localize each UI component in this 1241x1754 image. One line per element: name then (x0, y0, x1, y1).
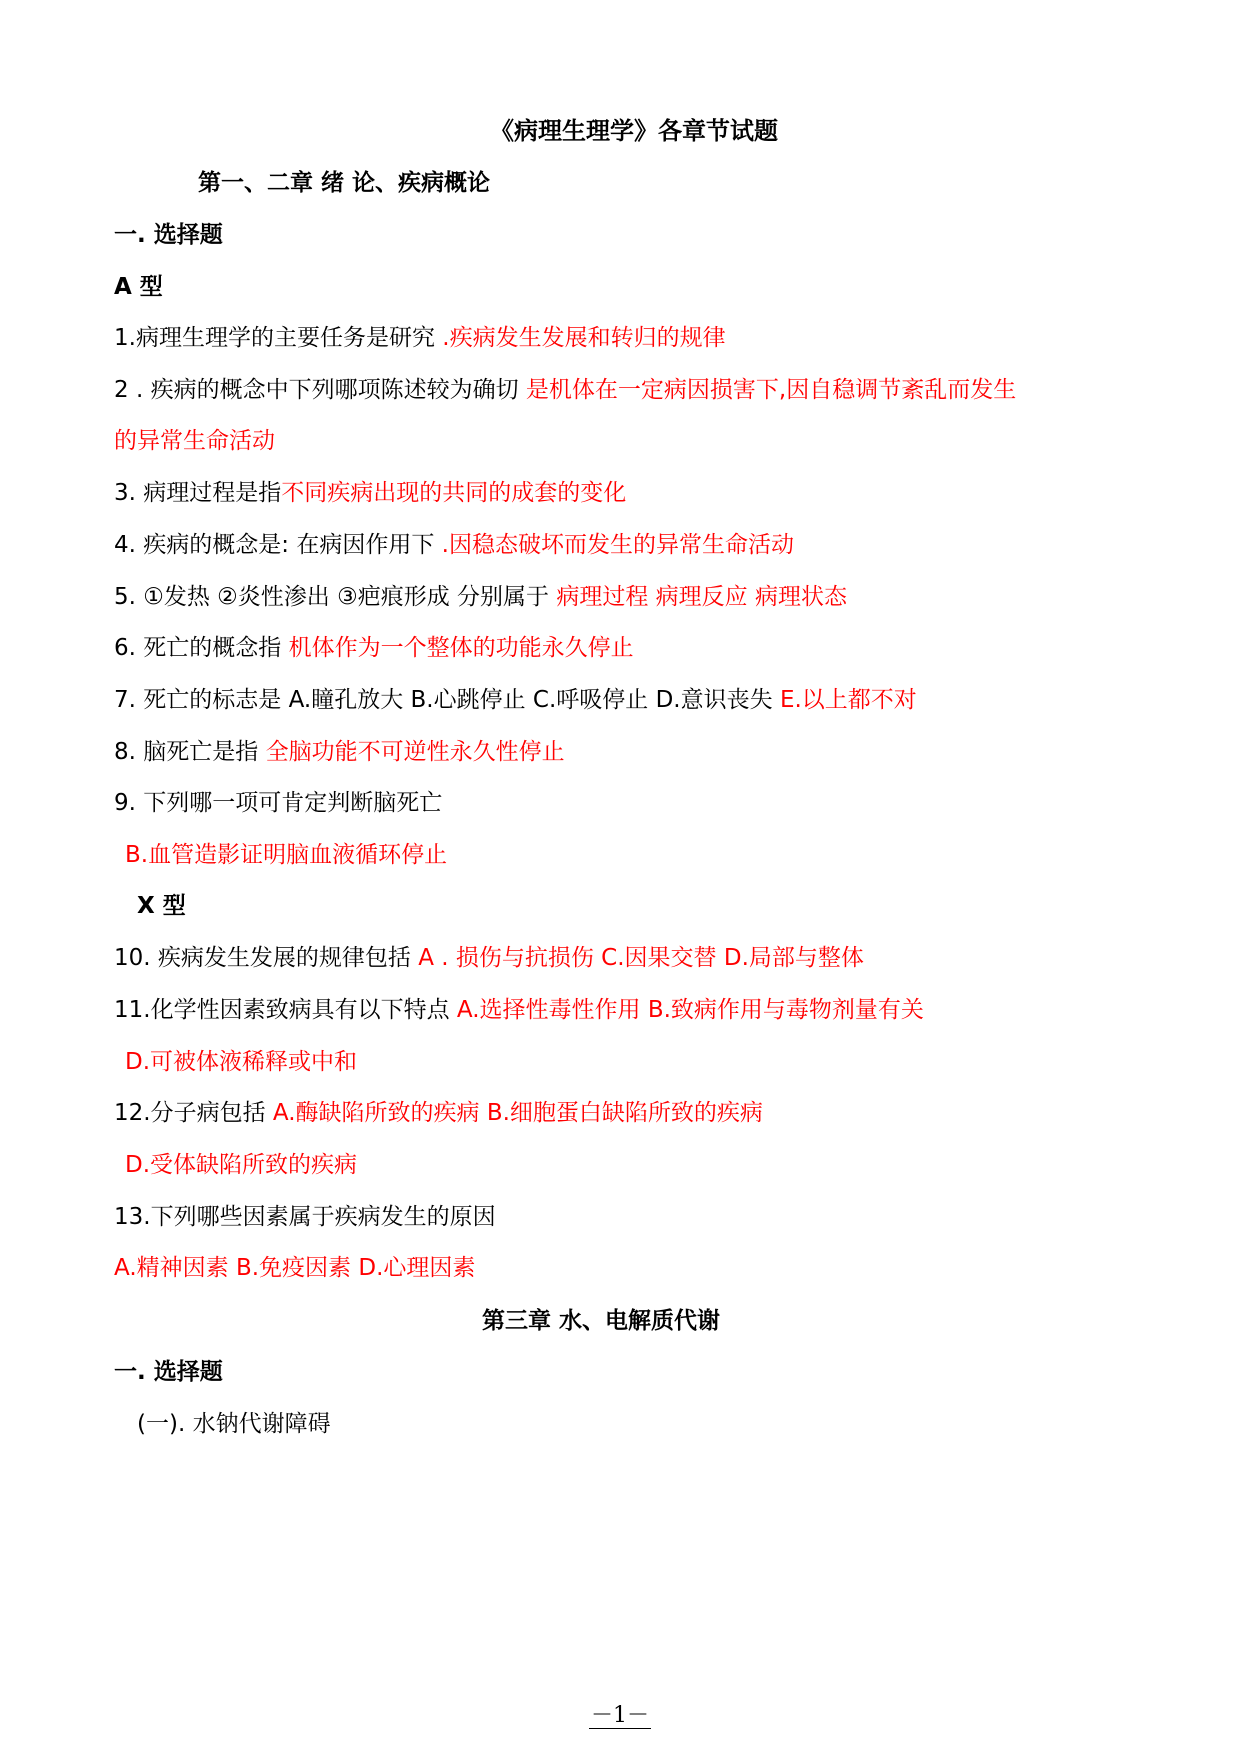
question-6 (114, 633, 634, 663)
question-2 (114, 375, 1016, 405)
answer-text: 全脑功能不可逆性永久性停止 (265, 739, 565, 765)
question-8 (114, 737, 565, 767)
chapter-heading-1: 第一、二章 绪 论、疾病概论 (198, 170, 491, 196)
question-13 (114, 1202, 496, 1232)
section-heading-choice-2: 一. 选择题 (114, 1359, 223, 1385)
question-text: 1.病理生理学的主要任务是研究 (114, 325, 443, 351)
question-5 (114, 582, 847, 612)
answer-text: A.选择性毒性作用 B.致病作用与毒物剂量有关 (456, 997, 924, 1023)
chapter-heading-3: 第三章 水、电解质代谢 (482, 1308, 721, 1334)
answer-text: A.酶缺陷所致的疾病 B.细胞蛋白缺陷所致的疾病 (272, 1100, 763, 1126)
question-7 (114, 685, 917, 715)
question-text: 5. ①发热 ②炎性渗出 ③疤痕形成 分别属于 (114, 584, 557, 610)
question-text: 4. 疾病的概念是: 在病因作用下 (114, 532, 442, 558)
question-text: 11.化学性因素致病具有以下特点 (114, 997, 457, 1023)
document-title: 《病理生理学》各章节试题 (490, 117, 778, 145)
answer-text: E.以上都不对 (779, 687, 917, 713)
answer-text: A.精神因素 B.免疫因素 D.心理因素 (114, 1255, 476, 1281)
answer-text: 是机体在一定病因损害下,因自稳调节紊乱而发生 (525, 377, 1017, 403)
question-12 (114, 1098, 763, 1128)
question-9 (114, 788, 442, 818)
question-text: 3. 病理过程是指 (114, 480, 282, 506)
question-text: 12.分子病包括 (114, 1100, 273, 1126)
answer-continuation: D.受体缺陷所致的疾病 (125, 1152, 358, 1178)
question-text: 10. 疾病发生发展的规律包括 (114, 945, 419, 971)
question-text: 13.下列哪些因素属于疾病发生的原因 (114, 1204, 496, 1230)
answer-text: .疾病发生发展和转归的规律 (442, 325, 726, 351)
type-a-heading: A 型 (114, 274, 163, 300)
answer-text: .因稳态破坏而发生的异常生命活动 (441, 532, 794, 558)
answer-text: 病理过程 病理反应 病理状态 (556, 584, 847, 610)
question-3 (114, 478, 626, 508)
question-10 (114, 943, 864, 973)
question-text: 6. 死亡的概念指 (114, 635, 289, 661)
question-text: 7. 死亡的标志是 A.瞳孔放大 B.心跳停止 C.呼吸停止 D.意识丧失 (114, 687, 780, 713)
section-heading-choice: 一. 选择题 (114, 222, 223, 248)
question-1 (114, 323, 726, 353)
question-text: 2 . 疾病的概念中下列哪项陈述较为确切 (114, 377, 526, 403)
question-text: 8. 脑死亡是指 (114, 739, 266, 765)
answer-text: 机体作为一个整体的功能永久停止 (288, 635, 634, 661)
question-11 (114, 995, 924, 1025)
page-number-text: －1－ (591, 1703, 649, 1728)
subsection-heading: (一). 水钠代谢障碍 (137, 1411, 331, 1437)
answer-text: A . 损伤与抗损伤 C.因果交替 D.局部与整体 (418, 945, 864, 971)
answer-text: B.血管造影证明脑血液循环停止 (125, 842, 448, 868)
question-text: 9. 下列哪一项可肯定判断脑死亡 (114, 790, 443, 816)
question-4 (114, 530, 794, 560)
type-x-heading: X 型 (137, 893, 186, 919)
answer-continuation: D.可被体液稀释或中和 (125, 1049, 358, 1075)
page-number (560, 1698, 680, 1729)
answer-text: 不同疾病出现的共同的成套的变化 (281, 480, 627, 506)
answer-continuation: 的异常生命活动 (114, 428, 275, 454)
